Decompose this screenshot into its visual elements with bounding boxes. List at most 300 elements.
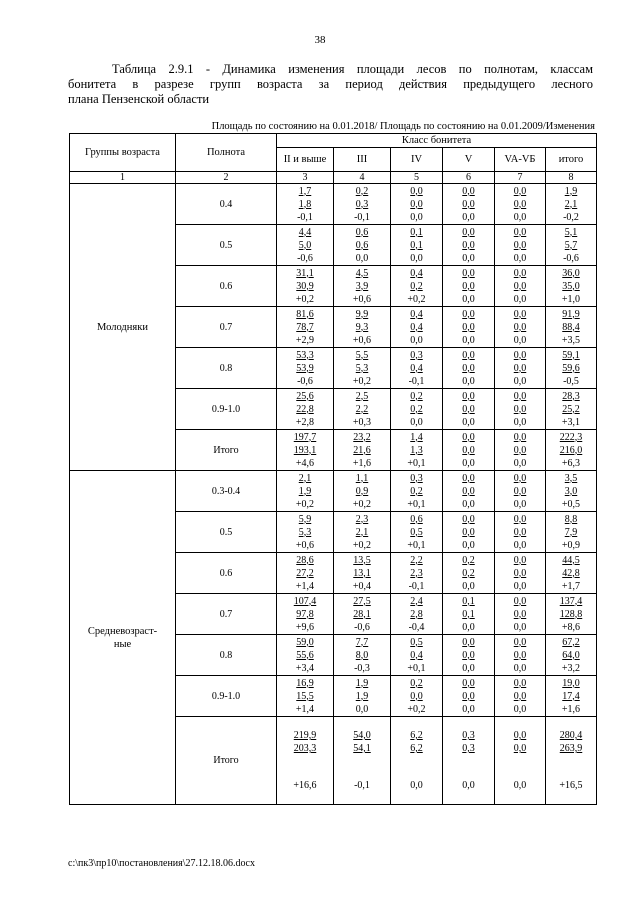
area-change: +0,4 xyxy=(352,580,372,592)
area-change: 0,0 xyxy=(355,252,369,264)
area-change: +1,4 xyxy=(295,580,315,592)
area-2018: 91,9 xyxy=(562,308,580,320)
area-cell xyxy=(495,717,546,805)
area-change: +0,2 xyxy=(352,375,372,387)
area-2009: 55,6 xyxy=(296,649,314,661)
area-2018: 222,3 xyxy=(559,431,583,443)
area-change: +0,2 xyxy=(352,539,372,551)
area-2018: 59,1 xyxy=(562,349,580,361)
area-cell xyxy=(546,553,597,594)
area-cell xyxy=(334,594,391,635)
area-cell xyxy=(443,676,495,717)
area-change: +0,2 xyxy=(407,703,426,715)
density-value: 0.8 xyxy=(176,348,277,389)
area-change: +1,6 xyxy=(352,457,372,469)
area-2018: 5,1 xyxy=(564,226,578,238)
area-2009: 0,2 xyxy=(462,567,475,579)
area-change: 0,0 xyxy=(355,703,369,715)
area-change: 0,0 xyxy=(513,211,527,223)
area-2018: 1,7 xyxy=(298,185,312,197)
density-value: 0.3-0.4 xyxy=(176,471,277,512)
area-change: 0,0 xyxy=(410,252,423,264)
area-2018: 28,6 xyxy=(296,554,314,566)
area-cell xyxy=(546,635,597,676)
area-cell xyxy=(495,553,546,594)
area-cell xyxy=(277,512,334,553)
area-2018: 0,0 xyxy=(462,267,475,279)
area-2009: 0,0 xyxy=(513,444,527,456)
density-value: 0.4 xyxy=(176,184,277,225)
area-cell xyxy=(334,389,391,430)
area-cell xyxy=(334,430,391,471)
density-value: Итого xyxy=(176,430,277,471)
area-cell xyxy=(443,512,495,553)
area-2009: 3,0 xyxy=(564,485,578,497)
area-2009: 27,2 xyxy=(296,567,314,579)
area-cell xyxy=(546,594,597,635)
area-cell xyxy=(334,471,391,512)
area-change: 0,0 xyxy=(513,252,527,264)
area-cell xyxy=(277,389,334,430)
area-cell xyxy=(495,266,546,307)
area-2009: 0,0 xyxy=(462,198,475,210)
header-site-class: Класс бонитета xyxy=(277,134,597,148)
area-2009: 1,9 xyxy=(298,485,312,497)
column-numbers-row xyxy=(70,172,597,184)
area-change: 0,0 xyxy=(462,252,475,264)
area-2018: 0,0 xyxy=(513,431,527,443)
title-line-2: бонитета в разрезе групп возраста за период действия предыдущего лесного xyxy=(68,77,593,91)
area-2018: 0,1 xyxy=(462,595,475,607)
area-cell xyxy=(391,717,443,805)
area-cell xyxy=(443,307,495,348)
area-2018: 0,1 xyxy=(410,226,423,238)
area-2009: 7,9 xyxy=(564,526,578,538)
area-change: 0,0 xyxy=(462,457,475,469)
area-2018: 0,0 xyxy=(513,554,527,566)
area-cell xyxy=(546,184,597,225)
area-change: -0,1 xyxy=(354,211,370,223)
title-line-1: Таблица 2.9.1 - Динамика изменения площади лесов по полнотам, классам xyxy=(112,62,593,76)
area-cell xyxy=(495,512,546,553)
area-cell xyxy=(546,512,597,553)
area-change: -0,6 xyxy=(563,252,579,264)
area-2009: 78,7 xyxy=(296,321,314,333)
area-2009: 0,9 xyxy=(355,485,369,497)
area-2009: 0,4 xyxy=(410,362,423,374)
area-2018: 3,5 xyxy=(564,472,578,484)
area-cell xyxy=(334,676,391,717)
area-change: 0,0 xyxy=(462,416,475,428)
area-cell xyxy=(495,594,546,635)
area-cell xyxy=(495,389,546,430)
header-class-3: III xyxy=(334,148,391,172)
area-cell xyxy=(546,307,597,348)
area-change: 0,0 xyxy=(462,334,475,346)
area-2018: 0,0 xyxy=(513,308,527,320)
area-change: 0,0 xyxy=(462,662,475,674)
area-2018: 0,0 xyxy=(513,390,527,402)
area-2009: 193,1 xyxy=(293,444,317,456)
area-2009: 2,3 xyxy=(410,567,423,579)
area-2009: 263,9 xyxy=(559,743,583,754)
area-cell xyxy=(546,348,597,389)
area-change: +0,1 xyxy=(407,539,426,551)
area-2009: 0,0 xyxy=(410,198,423,210)
area-cell xyxy=(391,471,443,512)
area-change: +0,2 xyxy=(407,293,426,305)
area-cell xyxy=(334,225,391,266)
area-2018: 0,0 xyxy=(513,636,527,648)
area-change: +0,2 xyxy=(352,498,372,510)
area-2018: 2,4 xyxy=(410,595,423,607)
area-cell xyxy=(391,594,443,635)
area-2018: 0,2 xyxy=(355,185,369,197)
area-cell xyxy=(495,307,546,348)
area-2018: 0,0 xyxy=(462,431,475,443)
area-2018: 2,3 xyxy=(355,513,369,525)
area-change: 0,0 xyxy=(462,498,475,510)
area-2018: 0,3 xyxy=(462,730,475,741)
column-number: 7 xyxy=(495,172,546,184)
area-change: +0,2 xyxy=(295,293,315,305)
area-2018: 0,0 xyxy=(462,513,475,525)
area-cell xyxy=(334,348,391,389)
area-2018: 0,4 xyxy=(410,308,423,320)
area-change: -0,6 xyxy=(354,621,370,633)
area-cell xyxy=(443,717,495,805)
area-2009: 5,3 xyxy=(355,362,369,374)
area-change: +4,6 xyxy=(295,457,315,469)
header-class-5: V xyxy=(443,148,495,172)
area-cell xyxy=(546,225,597,266)
area-change: +0,3 xyxy=(352,416,372,428)
area-2009: 0,0 xyxy=(513,608,527,620)
area-change: -0,1 xyxy=(408,375,425,387)
area-cell xyxy=(443,225,495,266)
area-change: 0,0 xyxy=(513,375,527,387)
column-number: 6 xyxy=(443,172,495,184)
area-change: +0,9 xyxy=(561,539,581,551)
area-2009: 5,7 xyxy=(564,239,578,251)
file-path-footer: c:\пк3\пр10\постановления\27.12.18.06.docx xyxy=(68,858,255,869)
area-2009: 0,0 xyxy=(462,690,475,702)
area-2009: 0,0 xyxy=(513,567,527,579)
area-2009: 0,0 xyxy=(513,485,527,497)
area-2018: 0,0 xyxy=(513,730,527,741)
area-cell xyxy=(277,348,334,389)
area-2009: 0,0 xyxy=(513,198,527,210)
area-cell xyxy=(495,430,546,471)
header-class-total: итого xyxy=(546,148,597,172)
area-change: +1,6 xyxy=(561,703,581,715)
area-2018: 0,6 xyxy=(355,226,369,238)
area-2018: 1,4 xyxy=(410,431,423,443)
area-2018: 0,0 xyxy=(513,513,527,525)
area-2009: 1,8 xyxy=(298,198,312,210)
area-2009: 0,0 xyxy=(410,690,423,702)
area-cell xyxy=(334,553,391,594)
area-2018: 0,3 xyxy=(410,472,423,484)
header-density: Полнота xyxy=(176,134,277,172)
area-cell xyxy=(443,471,495,512)
area-2018: 59,0 xyxy=(296,636,314,648)
area-cell xyxy=(277,553,334,594)
column-number: 4 xyxy=(334,172,391,184)
area-change: +0,6 xyxy=(295,539,315,551)
area-2018: 4,5 xyxy=(355,267,369,279)
area-cell xyxy=(334,184,391,225)
area-2009: 0,3 xyxy=(355,198,369,210)
area-2018: 1,9 xyxy=(564,185,578,197)
area-2009: 0,4 xyxy=(410,321,423,333)
area-cell xyxy=(277,717,334,805)
area-2009: 53,9 xyxy=(296,362,314,374)
area-2009: 0,0 xyxy=(513,403,527,415)
area-change: -0,5 xyxy=(563,375,579,387)
area-cell xyxy=(334,635,391,676)
area-2009: 0,0 xyxy=(513,280,527,292)
area-2018: 53,3 xyxy=(296,349,314,361)
area-change: 0,0 xyxy=(462,621,475,633)
area-cell xyxy=(334,266,391,307)
area-2009: 0,1 xyxy=(462,608,475,620)
density-value: 0.6 xyxy=(176,266,277,307)
area-change: 0,0 xyxy=(513,498,527,510)
header-age-groups: Группы возраста xyxy=(70,134,176,172)
area-change: 0,0 xyxy=(513,293,527,305)
area-2009: 0,0 xyxy=(462,239,475,251)
area-cell xyxy=(277,225,334,266)
area-2018: 219,9 xyxy=(293,730,317,741)
area-change: +0,1 xyxy=(407,662,426,674)
area-2018: 2,1 xyxy=(298,472,312,484)
area-change: 0,0 xyxy=(513,416,527,428)
area-cell xyxy=(495,184,546,225)
area-cell xyxy=(391,348,443,389)
area-2009: 15,5 xyxy=(296,690,314,702)
area-2009: 25,2 xyxy=(562,403,580,415)
area-cell xyxy=(443,635,495,676)
area-2009: 2,8 xyxy=(410,608,423,620)
area-2018: 280,4 xyxy=(559,730,583,741)
area-change: 0,0 xyxy=(513,662,527,674)
area-2009: 0,0 xyxy=(513,321,527,333)
area-2009: 17,4 xyxy=(562,690,580,702)
area-cell xyxy=(443,430,495,471)
area-2018: 197,7 xyxy=(293,431,317,443)
area-2009: 0,0 xyxy=(462,444,475,456)
area-change: 0,0 xyxy=(513,703,527,715)
area-2009: 0,0 xyxy=(462,280,475,292)
area-change: 0,0 xyxy=(513,580,527,592)
table-body xyxy=(70,184,597,805)
area-2009: 0,2 xyxy=(410,485,423,497)
area-cell xyxy=(495,471,546,512)
area-2009: 30,9 xyxy=(296,280,314,292)
area-cell xyxy=(391,225,443,266)
area-change: +16,6 xyxy=(293,780,317,791)
area-change: +1,7 xyxy=(561,580,581,592)
area-2009: 2,2 xyxy=(355,403,369,415)
area-2018: 0,0 xyxy=(513,677,527,689)
area-2009: 1,3 xyxy=(410,444,423,456)
area-2009: 1,9 xyxy=(355,690,369,702)
area-2009: 5,3 xyxy=(298,526,312,538)
header-class-4: IV xyxy=(391,148,443,172)
area-2018: 0,0 xyxy=(462,390,475,402)
area-2018: 0,2 xyxy=(462,554,475,566)
area-cell xyxy=(391,266,443,307)
area-2018: 5,9 xyxy=(298,513,312,525)
area-2009: 9,3 xyxy=(355,321,369,333)
area-change: -0,1 xyxy=(297,211,313,223)
area-2009: 2,1 xyxy=(355,526,369,538)
area-2009: 22,8 xyxy=(296,403,314,415)
area-2018: 0,0 xyxy=(513,267,527,279)
area-change: +6,3 xyxy=(561,457,581,469)
area-2018: 0,0 xyxy=(462,226,475,238)
header-class-5a: VA-VБ xyxy=(495,148,546,172)
area-cell xyxy=(495,348,546,389)
area-2009: 0,0 xyxy=(513,690,527,702)
area-2009: 203,3 xyxy=(293,743,317,754)
area-change: -0,6 xyxy=(297,375,313,387)
area-2018: 0,0 xyxy=(513,472,527,484)
column-number: 8 xyxy=(546,172,597,184)
table-row xyxy=(70,184,597,225)
area-cell xyxy=(443,553,495,594)
area-2018: 67,2 xyxy=(562,636,580,648)
area-2018: 0,0 xyxy=(462,472,475,484)
area-2018: 2,5 xyxy=(355,390,369,402)
area-2009: 21,6 xyxy=(353,444,371,456)
area-2009: 0,4 xyxy=(410,649,423,661)
area-change: 0,0 xyxy=(513,457,527,469)
area-2018: 0,0 xyxy=(513,226,527,238)
area-2009: 64,0 xyxy=(562,649,580,661)
density-value: 0.5 xyxy=(176,512,277,553)
area-2018: 16,9 xyxy=(296,677,314,689)
table-subtitle: Площадь по состоянию на 0.01.2018/ Площадь по состоянию на 0.01.2009/Изменения xyxy=(211,121,595,132)
area-2018: 6,2 xyxy=(410,730,423,741)
area-2018: 2,2 xyxy=(410,554,423,566)
area-2018: 107,4 xyxy=(293,595,317,607)
density-value: 0.5 xyxy=(176,225,277,266)
area-cell xyxy=(546,717,597,805)
area-2009: 0,2 xyxy=(410,403,423,415)
area-2018: 0,0 xyxy=(462,349,475,361)
age-group-name: Средневозраст- ные xyxy=(70,471,176,805)
area-2018: 31,1 xyxy=(296,267,314,279)
area-cell xyxy=(277,635,334,676)
area-cell xyxy=(391,553,443,594)
area-change: +2,8 xyxy=(295,416,315,428)
density-value: 0.7 xyxy=(176,307,277,348)
area-change: 0,0 xyxy=(513,621,527,633)
area-change: 0,0 xyxy=(462,780,475,791)
area-change: +1,0 xyxy=(561,293,581,305)
area-2018: 0,0 xyxy=(513,185,527,197)
area-2009: 5,0 xyxy=(298,239,312,251)
density-value: 0.6 xyxy=(176,553,277,594)
table-title xyxy=(68,62,593,107)
area-2009: 0,0 xyxy=(462,526,475,538)
density-value: 0.9-1.0 xyxy=(176,676,277,717)
header-class-2: II и выше xyxy=(277,148,334,172)
area-2009: 8,0 xyxy=(355,649,369,661)
area-2009: 97,8 xyxy=(296,608,314,620)
area-2009: 0,0 xyxy=(513,743,527,754)
area-cell xyxy=(546,430,597,471)
area-cell xyxy=(334,717,391,805)
area-cell xyxy=(391,676,443,717)
area-cell xyxy=(546,471,597,512)
area-cell xyxy=(334,512,391,553)
area-2009: 0,0 xyxy=(513,649,527,661)
area-change: +3,2 xyxy=(561,662,581,674)
area-change: 0,0 xyxy=(462,293,475,305)
area-change: +0,1 xyxy=(407,457,426,469)
area-2018: 19,0 xyxy=(562,677,580,689)
area-change: +2,9 xyxy=(295,334,315,346)
area-2009: 13,1 xyxy=(353,567,371,579)
area-cell xyxy=(391,307,443,348)
column-number: 5 xyxy=(391,172,443,184)
table-row xyxy=(70,471,597,512)
density-value: 0.8 xyxy=(176,635,277,676)
area-cell xyxy=(277,184,334,225)
area-change: 0,0 xyxy=(410,211,423,223)
area-change: -0,2 xyxy=(563,211,579,223)
area-cell xyxy=(495,676,546,717)
area-2009: 35,0 xyxy=(562,280,580,292)
area-change: +0,5 xyxy=(561,498,581,510)
density-value: 0.9-1.0 xyxy=(176,389,277,430)
area-cell xyxy=(546,266,597,307)
area-cell xyxy=(277,676,334,717)
area-cell xyxy=(443,594,495,635)
area-change: +9,6 xyxy=(295,621,315,633)
area-cell xyxy=(495,635,546,676)
area-2018: 0,2 xyxy=(410,390,423,402)
area-cell xyxy=(443,266,495,307)
area-2018: 0,0 xyxy=(462,308,475,320)
area-2018: 81,6 xyxy=(296,308,314,320)
area-change: +3,1 xyxy=(561,416,581,428)
area-2018: 27,5 xyxy=(353,595,371,607)
area-change: 0,0 xyxy=(462,375,475,387)
area-2009: 0,3 xyxy=(462,743,475,754)
area-cell xyxy=(495,225,546,266)
area-2009: 0,1 xyxy=(410,239,423,251)
area-change: +8,6 xyxy=(561,621,581,633)
area-2018: 54,0 xyxy=(353,730,371,741)
area-change: +3,4 xyxy=(295,662,315,674)
area-change: 0,0 xyxy=(462,211,475,223)
area-2009: 0,0 xyxy=(513,362,527,374)
area-2018: 0,3 xyxy=(410,349,423,361)
area-2018: 0,5 xyxy=(410,636,423,648)
area-2009: 0,0 xyxy=(462,403,475,415)
forest-density-table xyxy=(69,133,597,805)
area-2018: 0,4 xyxy=(410,267,423,279)
area-cell xyxy=(443,348,495,389)
area-2018: 5,5 xyxy=(355,349,369,361)
area-change: +0,1 xyxy=(407,498,426,510)
area-change: -0,3 xyxy=(354,662,370,674)
area-2009: 0,0 xyxy=(462,362,475,374)
